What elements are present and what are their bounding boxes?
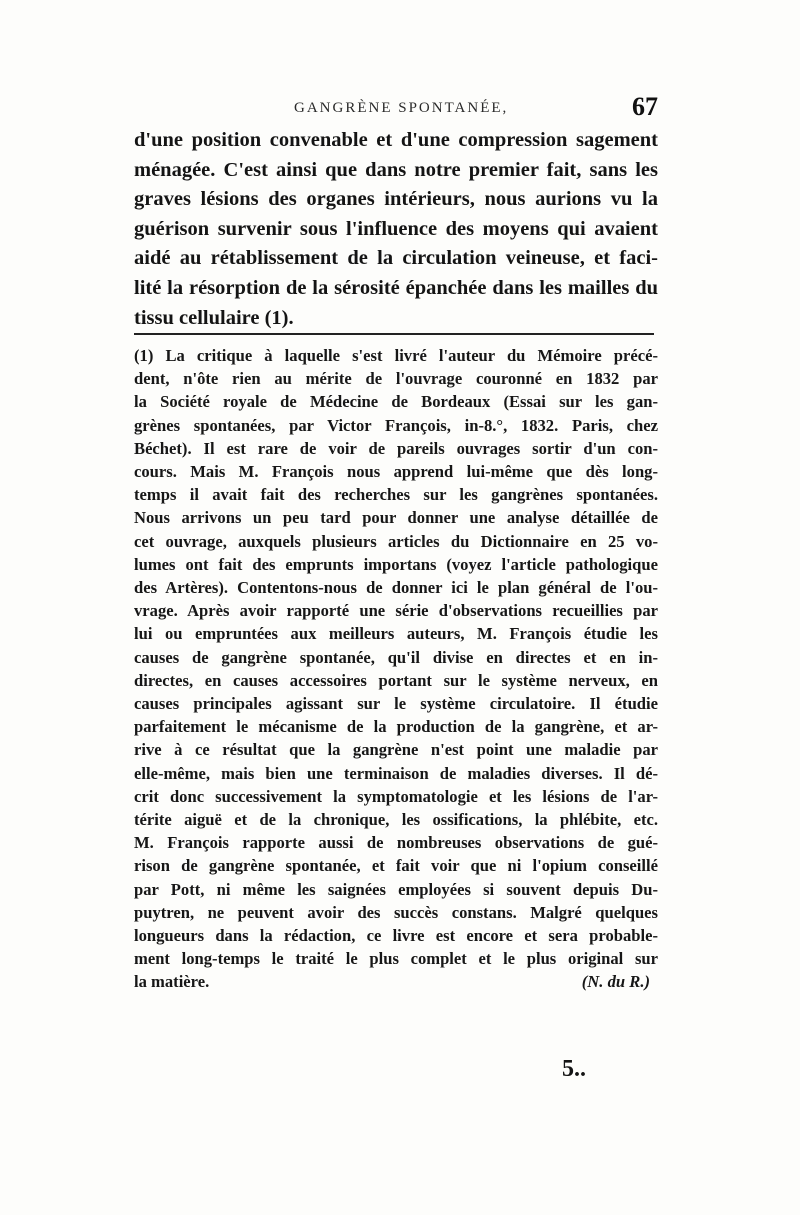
footnote-line: Béchet). Il est rare de voir de pareils ouvrages sortir d'un con- — [134, 438, 658, 458]
footnote-line: grènes spontanées, par Victor François, in-8.°, 1832. Paris, chez — [134, 415, 658, 435]
footnote-last-line — [134, 970, 658, 993]
footnote-line: cours. Mais M. François nous apprend lui-même que dès long- — [134, 462, 658, 482]
body-line: ménagée. C'est ainsi que dans notre premier fait, sans les — [134, 158, 658, 181]
footnote-line: lumes ont fait des emprunts importans (voyez l'article pathologique — [134, 554, 658, 574]
footnote-line: longueurs dans la rédaction, ce livre est encore et sera probable- — [134, 926, 658, 946]
footnote-line: parfaitement le mécanisme de la production de la gangrène, et ar- — [134, 717, 658, 737]
body-line: d'une position convenable et d'une compression sagement — [134, 129, 658, 151]
footnote-line: la Société royale de Médecine de Bordeaux (Essai sur les gan- — [134, 392, 658, 412]
footnote-line: temps il avait fait des recherches sur les gangrènes spontanées. — [134, 485, 658, 505]
footnote-line: puytren, ne peuvent avoir des succès constans. Malgré quelques — [134, 902, 658, 922]
footnote — [134, 344, 658, 994]
footnote-line: (1) La critique à laquelle s'est livré l'auteur du Mémoire précé- — [134, 346, 658, 365]
footnote-line: elle-même, mais bien une terminaison de maladies diverses. Il dé- — [134, 763, 658, 783]
footnote-line: Nous arrivons un peu tard pour donner une analyse détaillée de — [134, 508, 658, 528]
signature-mark: 5.. — [562, 1056, 586, 1082]
footnote-line: rison de gangrène spontanée, et fait voir que ni l'opium conseillé — [134, 856, 658, 876]
body-line: graves lésions des organes intérieurs, nous aurions vu la — [134, 188, 658, 211]
footnote-line: térite aiguë et de la chronique, les ossifications, la phlébite, etc. — [134, 810, 658, 830]
body-paragraph — [134, 126, 658, 333]
body-line: tissu cellulaire (1). — [134, 306, 294, 329]
body-line: aidé au rétablissement de la circulation veineuse, et faci- — [134, 247, 658, 270]
footnote-line: dent, n'ôte rien au mérite de l'ouvrage couronné en 1832 par — [134, 369, 658, 389]
footnote-line: causes de gangrène spontanée, qu'il divise en directes et en in- — [134, 647, 658, 667]
body-line: lité la résorption de la sérosité épanchée dans les mailles du — [134, 276, 658, 299]
footnote-line: rive à ce résultat que la gangrène n'est point une maladie par — [134, 740, 658, 760]
body-line: guérison survenir sous l'influence des moyens qui avaient — [134, 217, 658, 240]
footnote-line: M. François rapporte aussi de nombreuses observations de gué- — [134, 833, 658, 853]
page-header — [134, 92, 658, 126]
footnote-line: cet ouvrage, auxquels plusieurs articles du Dictionnaire en 25 vo- — [134, 531, 658, 551]
footnote-attribution: (N. du R.) — [581, 972, 650, 992]
footnote-line: directes, en causes accessoires portant sur le système nerveux, en — [134, 670, 658, 690]
page-number: 67 — [632, 92, 658, 121]
footnote-line: vrage. Après avoir rapporté une série d'observations recueillies par — [134, 601, 658, 621]
footnote-line: crit donc successivement la symptomatologie et les lésions de l'ar- — [134, 786, 658, 806]
footnote-line: lui ou empruntées aux meilleurs auteurs, M. François étudie les — [134, 624, 658, 644]
footnote-line: la matière. — [134, 972, 210, 992]
footnote-line: des Artères). Contentons-nous de donner ici le plan général de l'ou- — [134, 578, 658, 598]
running-head: GANGRÈNE SPONTANÉE, — [294, 100, 509, 116]
footnote-line: ment long-temps le traité le plus complet et le plus original sur — [134, 949, 658, 969]
footnote-separator-rule — [134, 333, 654, 335]
footnote-line: causes principales agissant sur le système circulatoire. Il étudie — [134, 694, 658, 714]
footnote-line: par Pott, ni même les saignées employées si souvent depuis Du- — [134, 879, 658, 899]
